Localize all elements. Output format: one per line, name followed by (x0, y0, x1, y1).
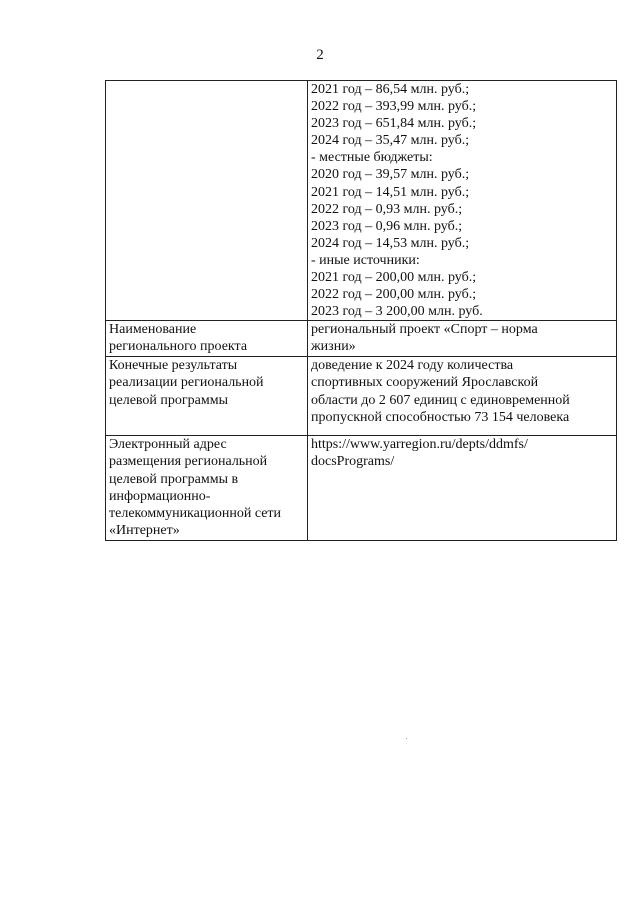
funding-line: 2024 год – 14,53 млн. руб.; (311, 235, 470, 251)
program-url-link[interactable]: https://www.yarregion.ru/depts/ddmfs/ (311, 437, 528, 453)
funding-line: 2023 год – 0,96 млн. руб.; (311, 218, 463, 234)
funding-line: 2021 год – 200,00 млн. руб.; (311, 270, 477, 286)
funding-line: 2021 год – 14,51 млн. руб.; (311, 184, 470, 200)
funding-line: 2022 год – 0,93 млн. руб.; (311, 201, 463, 217)
address-label-cell (106, 436, 308, 541)
results-label-cell (106, 357, 308, 436)
results-label: реализации региональной (109, 375, 264, 391)
project-value-cell (308, 321, 617, 357)
funding-line: 2024 год – 35,47 млн. руб.; (311, 133, 470, 149)
results-value: спортивных сооружений Ярославской (311, 375, 539, 391)
program-passport-table (105, 80, 617, 541)
table-row-results (106, 357, 617, 436)
project-value: региональный проект «Спорт – норма (311, 322, 538, 338)
funding-line: 2020 год – 39,57 млн. руб.; (311, 167, 470, 183)
funding-subheading-local-budgets: - местные бюджеты: (311, 150, 433, 166)
project-value: жизни» (311, 339, 356, 355)
address-label: телекоммуникационной сети (109, 505, 282, 521)
funding-label-cell (106, 81, 308, 321)
results-label: целевой программы (109, 392, 228, 408)
address-label: «Интернет» (109, 522, 180, 538)
address-label: Электронный адрес (109, 437, 227, 453)
funding-subheading-other-sources: - иные источники: (311, 252, 420, 268)
funding-line: 2021 год – 86,54 млн. руб.; (311, 82, 470, 97)
table-row-funding (106, 81, 617, 321)
funding-line: 2023 год – 651,84 млн. руб.; (311, 116, 477, 132)
page-number: 2 (316, 47, 324, 63)
funding-line: 2023 год – 3 200,00 млн. руб. (311, 304, 483, 320)
results-value: области до 2 607 единиц с единовременной (311, 392, 570, 408)
project-label-cell (106, 321, 308, 357)
address-label: информационно- (109, 488, 211, 504)
results-value: доведение к 2024 году количества (311, 358, 514, 374)
address-value-cell (308, 436, 617, 541)
program-url-link[interactable]: docsPrograms/ (311, 454, 395, 470)
project-label: регионального проекта (109, 339, 248, 355)
address-label: целевой программы в (109, 471, 239, 487)
funding-line: 2022 год – 393,99 млн. руб.; (311, 99, 477, 115)
table-row-address (106, 436, 617, 541)
funding-line: 2022 год – 200,00 млн. руб.; (311, 287, 477, 303)
results-label: Конечные результаты (109, 358, 238, 374)
results-value: пропускной способностью 73 154 человека (311, 409, 570, 425)
address-label: размещения региональной (109, 454, 268, 470)
project-label: Наименование (109, 322, 197, 338)
funding-value-cell (308, 81, 617, 321)
table-row-project (106, 321, 617, 357)
scan-speck (406, 738, 407, 739)
results-value-cell (308, 357, 617, 436)
